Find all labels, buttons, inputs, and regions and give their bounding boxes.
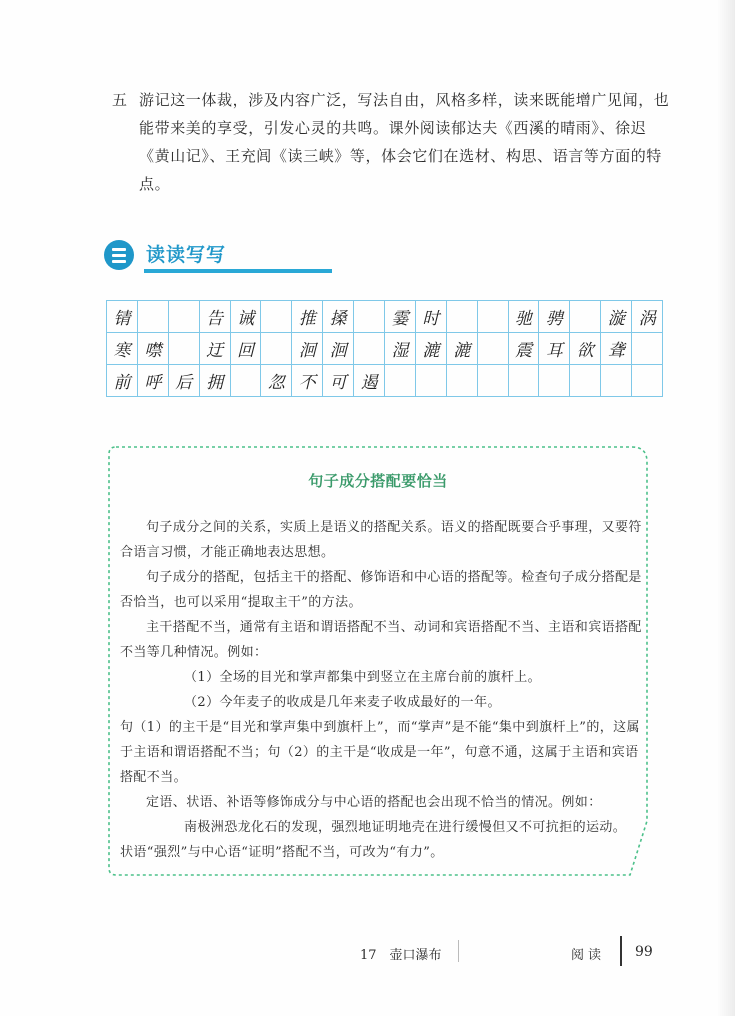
grid-cell: 洄 <box>323 333 354 365</box>
grid-cell: 洄 <box>292 333 323 365</box>
grid-cell: 回 <box>230 333 261 365</box>
grid-cell <box>632 365 663 397</box>
grid-cell: 推 <box>292 301 323 333</box>
grid-cell <box>601 365 632 397</box>
grid-cell: 搡 <box>323 301 354 333</box>
exercise-text: 游记这一体裁，涉及内容广泛，写法自由，风格多样，读来既能增广见闻，也能带来美的享受，引发心灵的共鸣。课外阅读郁达夫《西溪的晴雨》、徐迟《黄山记》、王充闾《读三峡》等，体会它们在选材、构思、语言等方面的特点。 <box>139 91 670 193</box>
grid-row <box>107 333 663 365</box>
footer-page-divider <box>620 936 622 966</box>
grid-cell <box>539 365 570 397</box>
exercise-number: 五 <box>112 91 128 109</box>
grid-cell: 锖 <box>107 301 138 333</box>
grid-cell <box>261 301 292 333</box>
grid-cell: 拥 <box>199 365 230 397</box>
page-spine-shadow <box>717 0 735 1016</box>
grid-cell: 霎 <box>385 301 416 333</box>
grid-cell: 耳 <box>539 333 570 365</box>
grid-cell <box>570 301 601 333</box>
knowledge-paragraph: 句子成分之间的关系，实质上是语义的搭配关系。语义的搭配既要合乎事理，又要符合语言习惯，才能正确地表达思想。 <box>120 520 642 560</box>
knowledge-paragraph: 句子成分的搭配，包括主干的搭配、修饰语和中心语的搭配等。检查句子成分搭配是否恰当，也可以采用“提取主干”的方法。 <box>120 570 642 610</box>
grid-cell <box>230 365 261 397</box>
grid-cell <box>477 365 508 397</box>
grid-cell: 湿 <box>385 333 416 365</box>
grid-cell: 寒 <box>107 333 138 365</box>
knowledge-box <box>106 443 650 880</box>
knowledge-paragraph: 定语、状语、补语等修饰成分与中心语的搭配也会出现不恰当的情况。例如： <box>146 795 602 810</box>
grid-cell: 可 <box>323 365 354 397</box>
knowledge-paragraph: （2）今年麦子的收成是几年来麦子收成最好的一年。 <box>184 695 501 710</box>
grid-cell <box>168 333 199 365</box>
grid-cell <box>632 333 663 365</box>
footer-divider <box>458 940 459 962</box>
footer-section: 阅读 <box>571 948 606 963</box>
section-title: 读读写写 <box>146 244 227 266</box>
grid-cell: 时 <box>415 301 446 333</box>
grid-cell: 告 <box>199 301 230 333</box>
grid-cell: 不 <box>292 365 323 397</box>
grid-cell <box>137 301 168 333</box>
grid-row <box>107 365 663 397</box>
grid-cell: 迂 <box>199 333 230 365</box>
grid-cell: 后 <box>168 365 199 397</box>
grid-cell: 驰 <box>508 301 539 333</box>
grid-cell <box>385 365 416 397</box>
section-title-underline <box>144 269 332 273</box>
grid-cell: 漉 <box>446 333 477 365</box>
grid-cell: 漩 <box>601 301 632 333</box>
character-copy-grid <box>106 300 663 397</box>
knowledge-paragraph: 南极洲恐龙化石的发现，强烈地证明地壳在进行缓慢但又不可抗拒的运动。 <box>184 820 627 835</box>
three-lines-icon <box>104 240 134 270</box>
grid-row <box>107 301 663 333</box>
grid-cell: 前 <box>107 365 138 397</box>
grid-cell: 涡 <box>632 301 663 333</box>
knowledge-body <box>120 515 646 865</box>
grid-cell <box>446 301 477 333</box>
grid-cell <box>415 365 446 397</box>
grid-cell: 呼 <box>137 365 168 397</box>
grid-cell: 忽 <box>261 365 292 397</box>
grid-cell <box>354 301 385 333</box>
grid-cell <box>570 365 601 397</box>
page-number: 99 <box>635 944 653 960</box>
page-footer <box>0 944 735 964</box>
exercise-five <box>112 86 672 198</box>
grid-cell: 诫 <box>230 301 261 333</box>
grid-cell <box>446 365 477 397</box>
grid-cell: 聋 <box>601 333 632 365</box>
grid-cell: 噤 <box>137 333 168 365</box>
grid-cell <box>354 333 385 365</box>
knowledge-paragraph: 主干搭配不当，通常有主语和谓语搭配不当、动词和宾语搭配不当、主语和宾语搭配不当等几种情况。例如： <box>120 620 642 660</box>
knowledge-paragraph: 句（1）的主干是“目光和掌声集中到旗杆上”，而“掌声”是不能“集中到旗杆上”的，这属于主语和谓语搭配不当；句（2）的主干是“收成是一年”，句意不通，这属于主语和宾语搭配不当。 <box>120 720 640 785</box>
grid-cell <box>508 365 539 397</box>
grid-cell <box>477 333 508 365</box>
knowledge-title: 句子成分搭配要恰当 <box>308 472 448 490</box>
grid-cell: 震 <box>508 333 539 365</box>
grid-cell <box>261 333 292 365</box>
grid-cell <box>168 301 199 333</box>
knowledge-paragraph: （1）全场的目光和掌声都集中到竖立在主席台前的旗杆上。 <box>184 670 542 685</box>
grid-cell: 漉 <box>415 333 446 365</box>
knowledge-paragraph: 状语“强烈”与中心语“证明”搭配不当，可改为“有力”。 <box>120 845 444 860</box>
grid-cell: 遏 <box>354 365 385 397</box>
grid-cell <box>477 301 508 333</box>
grid-cell: 骋 <box>539 301 570 333</box>
footer-lesson: 17 壶口瀑布 <box>360 948 442 963</box>
grid-cell: 欲 <box>570 333 601 365</box>
